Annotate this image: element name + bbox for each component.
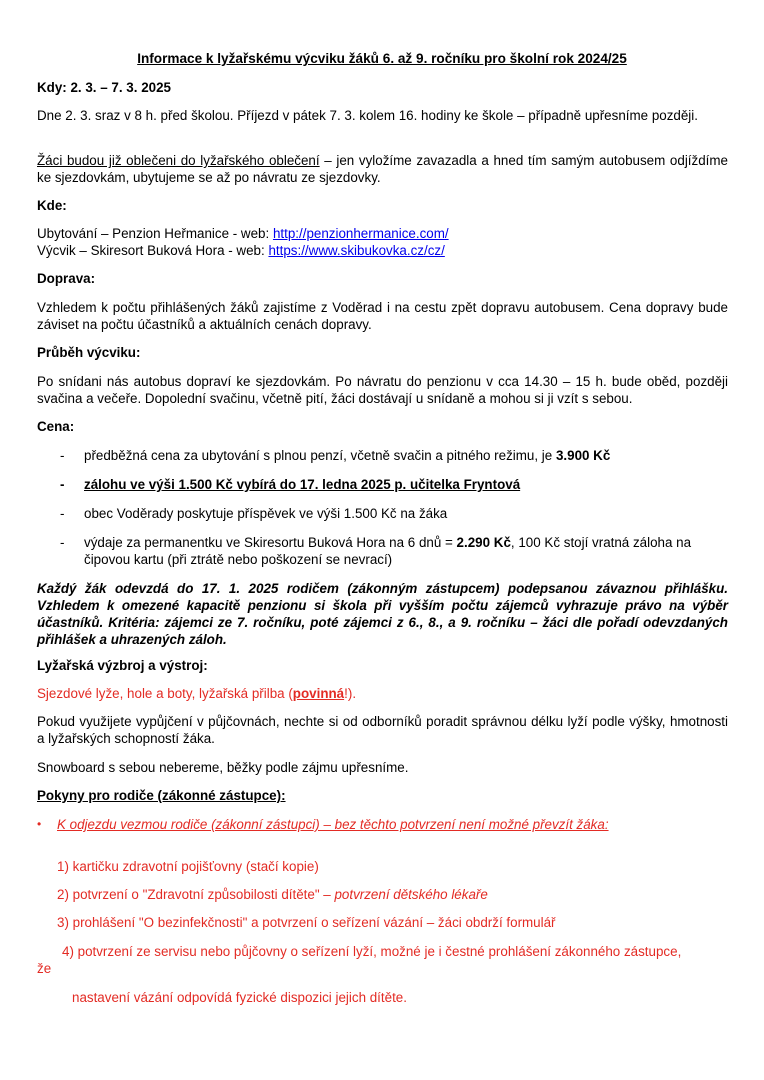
dash-1: - <box>60 448 65 463</box>
pokyny-item-1: 1) kartičku zdravotní pojišťovny (stačí kopie) <box>57 859 319 874</box>
cena-item-4-line2: čipovou kartu (při ztrátě nebo poškození se nevrací) <box>84 552 393 567</box>
clothing-rest: – jen vyložíme zavazadla a hned tím samým autobusem odjíždíme ke sjezdovkám, ubytujeme se až po návratu ze sjezdovky. <box>37 153 728 185</box>
training-label: Výcvik – Skiresort Buková Hora - web: <box>37 243 269 258</box>
equipment-end: !). <box>344 686 357 701</box>
dash-4: - <box>60 535 65 550</box>
dash-3: - <box>60 506 65 521</box>
equipment-list: Sjezdové lyže, hole a boty, lyžařská přilba ( <box>37 686 293 701</box>
prubeh-paragraph: Po snídani nás autobus dopraví ke sjezdovkám. Po návratu do penzionu v cca 14.30 – 15 h. bude oběd, později svačina a večeře. Dopolední svačinu, včetně pití, žáci dostávají u snídaně a mohou si ji vzít s sebou. <box>37 374 728 406</box>
penzion-link[interactable]: http://penzionhermanice.com/ <box>272 226 449 241</box>
pokyny-item-3: 3) prohlášení "O bezinfekčnosti" a potvrzení o seřízení vázání – žáci obdrží formulář <box>57 915 556 930</box>
pokyny-item-2-text: 2) potvrzení o "Zdravotní způsobilosti dítěte" – <box>57 887 335 902</box>
document-title: Informace k lyžařskému výcviku žáků 6. až 9. ročníku pro školní rok 2024/25 <box>137 51 627 66</box>
vyzbroj-heading: Lyžařská výzbroj a výstroj: <box>37 658 208 673</box>
pokyny-bullet-text: K odjezdu vezmou rodiče (zákonní zástupci) – bez těchto potvrzení není možné převzít žáka: <box>57 817 609 832</box>
cena-item-4-text: výdaje za permanentku ve Skiresortu Buková Hora na 6 dnů = <box>84 535 457 550</box>
training-line <box>37 242 445 259</box>
skiresort-link[interactable]: https://www.skibukovka.cz/cz/ <box>268 243 445 258</box>
pokyny-item-4-line2: že <box>37 961 52 976</box>
cena-heading: Cena: <box>37 419 75 434</box>
cena-item-1-text: předběžná cena za ubytování s plnou penzí, včetně svačin a pitného režimu, je <box>84 448 556 463</box>
bullet-icon: • <box>37 817 42 831</box>
equipment-required <box>37 685 356 702</box>
clothing-underlined: Žáci budou již oblečeni do lyžařského oblečení <box>37 153 320 168</box>
pokyny-item-4-line3: nastavení vázání odpovídá fyzické dispozici jejich dítěte. <box>72 990 407 1005</box>
cena-item-4-deposit: , 100 Kč stojí vratná záloha na <box>510 535 692 550</box>
cena-item-4 <box>84 534 691 551</box>
cena-item-4-price: 2.290 Kč <box>456 535 511 550</box>
doprava-heading: Doprava: <box>37 271 96 286</box>
snowboard-paragraph: Snowboard s sebou nebereme, běžky podle zájmu upřesníme. <box>37 760 409 775</box>
pokyny-item-4-line1: 4) potvrzení ze servisu nebo půjčovny o seřízení lyží, možné je i čestné prohlášení zákonného zástupce, <box>62 944 682 959</box>
pokyny-item-2 <box>57 886 488 903</box>
doprava-paragraph: Vzhledem k počtu přihlášených žáků zajistíme z Voděrad i na cestu zpět dopravu autobusem. Cena dopravy bude záviset na počtu účastníků a aktuálních cenách dopravy. <box>37 300 728 332</box>
prubeh-heading: Průběh výcviku: <box>37 345 141 360</box>
dash-2: - <box>60 477 65 492</box>
cena-item-1 <box>84 447 610 464</box>
cena-item-1-price: 3.900 Kč <box>555 448 611 463</box>
cena-item-2: zálohu ve výši 1.500 Kč vybírá do 17. ledna 2025 p. učitelka Fryntová <box>84 477 521 492</box>
rental-paragraph: Pokud využijete vypůjčení v půjčovnách, nechte si od odborníků poradit správnou délku lyží podle výšky, hmotnosti a lyžařských schopností žáka. <box>37 714 728 746</box>
kdy-clothing-paragraph <box>37 152 728 186</box>
kdy-heading: Kdy: 2. 3. – 7. 3. 2025 <box>37 80 171 95</box>
registration-notice: Každý žák odevzdá do 17. 1. 2025 rodičem (zákonným zástupcem) podepsanou závaznou přihlášku. Vzhledem k omezené kapacitě penzionu si škola při vyšším počtu zájemců vyhrazuje právo na výběr účastníků. Kritéria: zájemci ze 7. ročníku, poté zájemci z 6., 8., a 9. ročníku – žáci dle pořadí odevzdaných přihlášek a uhrazených záloh. <box>37 581 728 647</box>
pokyny-heading: Pokyny pro rodiče (zákonné zástupce): <box>37 788 286 803</box>
kdy-paragraph: Dne 2. 3. sraz v 8 h. před školou. Příjezd v pátek 7. 3. kolem 16. hodiny ke škole – případně upřesníme později. <box>37 108 698 123</box>
kde-heading: Kde: <box>37 198 67 213</box>
accommodation-label: Ubytování – Penzion Heřmanice - web: <box>37 226 273 241</box>
pokyny-item-2-doctor: potvrzení dětského lékaře <box>334 887 488 902</box>
accommodation-line <box>37 225 449 242</box>
cena-item-3: obec Voděrady poskytuje příspěvek ve výši 1.500 Kč na žáka <box>84 506 448 521</box>
helmet-mandatory: povinná <box>292 686 345 701</box>
